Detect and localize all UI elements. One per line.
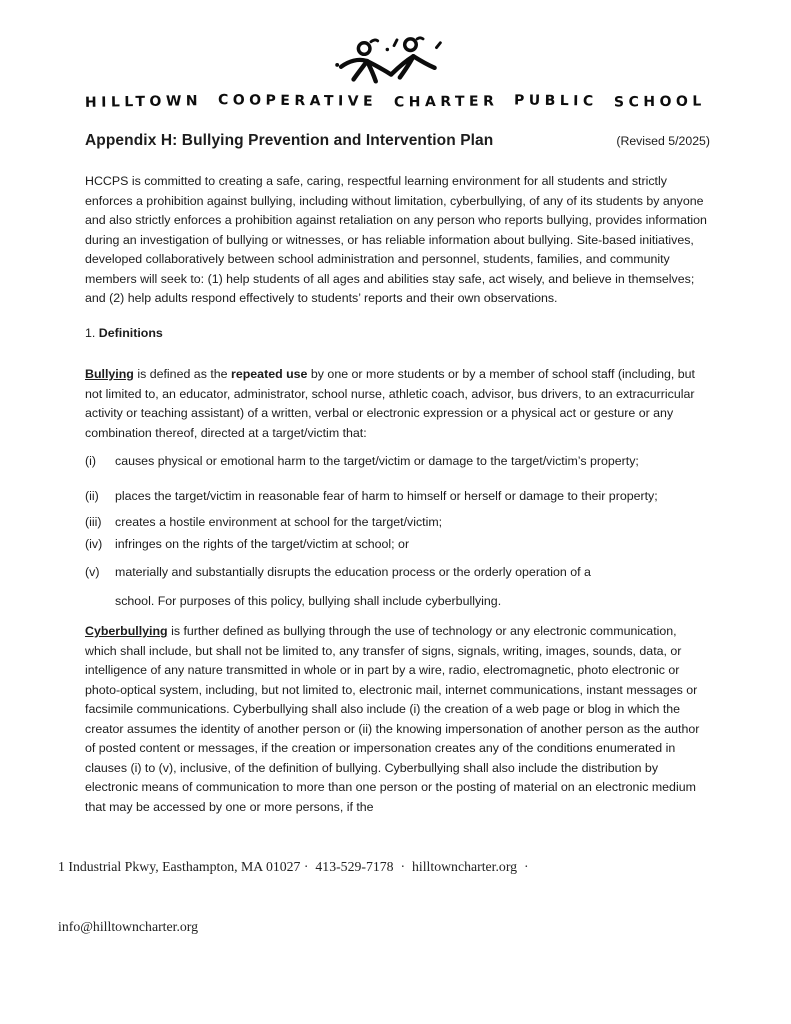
list-item bbox=[85, 563, 710, 611]
school-name-word: CHARTER bbox=[393, 93, 499, 111]
list-item-text bbox=[115, 563, 710, 611]
list-item-text: infringes on the rights of the target/victim at school; or bbox=[115, 536, 410, 551]
list-item-marker: (iv) bbox=[85, 536, 103, 551]
list-item-text: creates a hostile environment at school for the target/victim; bbox=[115, 515, 443, 529]
cyberbullying-definition-paragraph: Cyberbullying is further defined as bullying through the use of technology or any electronic communication, which shall include, but shall not be limited to, any transfer of signs, signals, writing, images, sounds, data, or intelligence of any nature transmitted in whole or in part by a wire, radio, electromagnetic, photo electronic or photo-optical system, including, but not limited to, electronic mail, internet communications, instant messages or facsimile communications. Cyberbullying shall also include (i) the creation of a web page or blog in which the creator assumes the identity of another person or (ii) the knowing impersonation of another person as the author of posted content or messages, if the creation or impersonation creates any of the conditions enumerated in clauses (i) to (v), inclusive, of the definition of bullying. Cyberbullying shall also include the distribution by electronic means of communication to more than one person or the posting of material on an electronic medium that may be accessed by one or more persons, if the bbox=[85, 624, 700, 814]
letterhead bbox=[0, 0, 791, 110]
footer-email-line: info@hilltowncharter.org bbox=[58, 919, 199, 934]
intro-paragraph: HCCPS is committed to creating a safe, caring, respectful learning environment for all students and strictly enforces a prohibition against bullying, including without limitation, cyberbullying, of any of its students by anyone and also strictly enforces a prohibition against retaliation on any person who reports bullying, provides information during an investigation of bullying or witnesses, or has reliable information about bullying. Site-based initiatives, developed collaboratively between school administration and personnel, students, families, and community members will seek to: (1) help students of all ages and abilities stay safe, act wisely, and believe in themselves; and (2) help adults respond effectively to students’ reports and their own observations. bbox=[85, 174, 707, 305]
school-name-word: COOPERATIVE bbox=[218, 92, 378, 110]
title-row bbox=[85, 132, 710, 150]
list-item-text-line2: school. For purposes of this policy, bullying shall include cyberbullying. bbox=[115, 593, 502, 608]
school-name-word: SCHOOL bbox=[614, 93, 707, 111]
section-heading-definitions bbox=[85, 324, 710, 344]
dancing-children-logo bbox=[330, 36, 462, 90]
page-footer bbox=[58, 817, 733, 977]
list-item-marker: (v) bbox=[85, 565, 100, 579]
document-title: Appendix H: Bullying Prevention and Intervention Plan bbox=[85, 132, 494, 149]
list-item bbox=[85, 535, 710, 555]
definition-criteria-list bbox=[85, 452, 710, 611]
section-label: Definitions bbox=[98, 325, 163, 340]
list-item-marker: (ii) bbox=[85, 488, 99, 503]
list-item-text-line1: materially and substantially disrupts the education process or the orderly operation of a bbox=[115, 565, 591, 579]
list-item-text: causes physical or emotional harm to the target/victim or damage to the target/victim’s property; bbox=[115, 454, 639, 468]
list-item-text: places the target/victim in reasonable fear of harm to himself or herself or damage to their property; bbox=[115, 488, 658, 503]
logo-container bbox=[0, 36, 791, 90]
section-number: 1. bbox=[85, 325, 96, 340]
school-name-word: HILLTOWN bbox=[84, 93, 203, 111]
footer-contact-line: 1 Industrial Pkwy, Easthampton, MA 01027 · 413-529-7178 · hilltowncharter.org · bbox=[58, 859, 529, 874]
list-item bbox=[85, 487, 710, 507]
list-item-marker: (i) bbox=[85, 454, 97, 468]
school-name-word: PUBLIC bbox=[514, 92, 599, 110]
revision-note: (Revised 5/2025) bbox=[616, 134, 710, 148]
school-name bbox=[85, 94, 706, 110]
list-item bbox=[85, 513, 710, 533]
bullying-definition-paragraph: Bullying is defined as the repeated use by one or more students or by a member of school staff (including, but not limited to, an educator, administrator, school nurse, athletic coach, advisor, bus drivers, to an extracurricular activity or teaching assistant) of a written, verbal or electronic expression or a physical act or gesture or any combination thereof, directed at a target/victim that: bbox=[85, 367, 695, 440]
list-item-marker: (iii) bbox=[85, 515, 102, 529]
document-body bbox=[85, 172, 710, 817]
list-item bbox=[85, 452, 710, 472]
